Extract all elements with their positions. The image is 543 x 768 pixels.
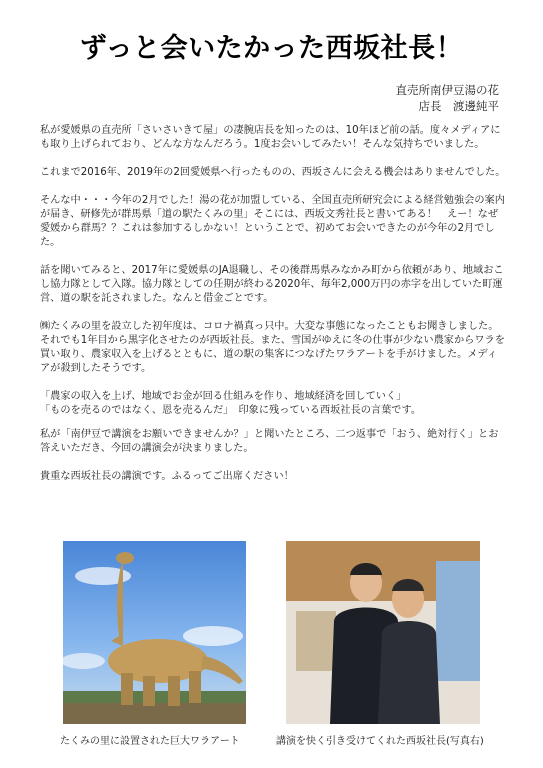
photo1-caption: たくみの里に設置された巨大ワラアート [60, 736, 240, 747]
paragraph: 私が愛媛県の直売所「さいさいきて屋」の凄腕店長を知ったのは、10年ほど前の話。度々メディアにも取り上げられており、どんな方なんだろう。1度お会いしてみたい！そんな気持ちでいました。 [40, 125, 501, 150]
author-org: 直売所南伊豆湯の花 [395, 83, 499, 97]
paragraph: ㈱たくみの里を設立した初年度は、コロナ禍真っ只中。大変な事態になったこともお聞きしました。それでも1年目から黒字化させたのが西坂社長。また、雪国がゆえに冬の仕事が少ない農家からワラを買い取り、農家収入を上げるとともに、道の駅の集客につなげたワラアートを手がけました。メディアが殺到したそうです。 [40, 321, 505, 374]
quote-note: 印象に残っている西坂社長の言葉です。 [228, 405, 422, 416]
paragraph: そんな中・・・今年の2月でした！湯の花が加盟している、全国直売所研究会による経営勉強会の案内が届き、研修先が群馬県「道の駅たくみの里」そこには、西坂文秀社長と書いてある！ えー！なぜ愛媛から群馬？？これは参加するしかない！ということで、初めてお会いできたのが今年の2月でした。 [40, 195, 505, 248]
author-name: 店長 渡邊純平 [418, 99, 499, 113]
president-photo [286, 541, 480, 724]
author-block [396, 82, 500, 114]
quote-line-1: 「農家の収入を上げ、地域でお金が回る仕組みを作り、地域経済を回していく」 [40, 391, 407, 402]
quote-line-2: 「ものを売るのではなく、恩を売るんだ」 [40, 405, 229, 416]
paragraph: 私が「南伊豆で講演をお願いできませんか？」と聞いたところ、二つ返事で「おう、絶対行く」とお答えいただき、今回の講演会が決まりました。 [40, 429, 499, 454]
paragraph: これまで2016年、2019年の2回愛媛県へ行ったものの、西坂さんに会える機会はありませんでした。 [40, 167, 506, 178]
article-body [40, 124, 506, 498]
quote-block [40, 390, 506, 418]
closing-line: 貴重な西坂社長の講演です。ふるってご出席ください！ [40, 471, 294, 482]
page-title: ずっと会いたかった西坂社長！ [79, 33, 464, 64]
paragraph: 話を聞いてみると、2017年に愛媛県のJA退職し、その後群馬県みなかみ町から依頼があり、地域おこし協力隊として入隊。協力隊としての任期が終わる2020年、毎年2,000万円の赤字を出していた町運営、道の駅を託されました。なんと借金ごとです。 [40, 265, 504, 304]
straw-dinosaur-illustration [63, 541, 246, 724]
photo2-caption: 講演を快く引き受けてくれた西坂社長(写真右) [276, 736, 484, 747]
straw-dinosaur-photo [63, 541, 246, 724]
two-men-illustration [286, 541, 480, 724]
